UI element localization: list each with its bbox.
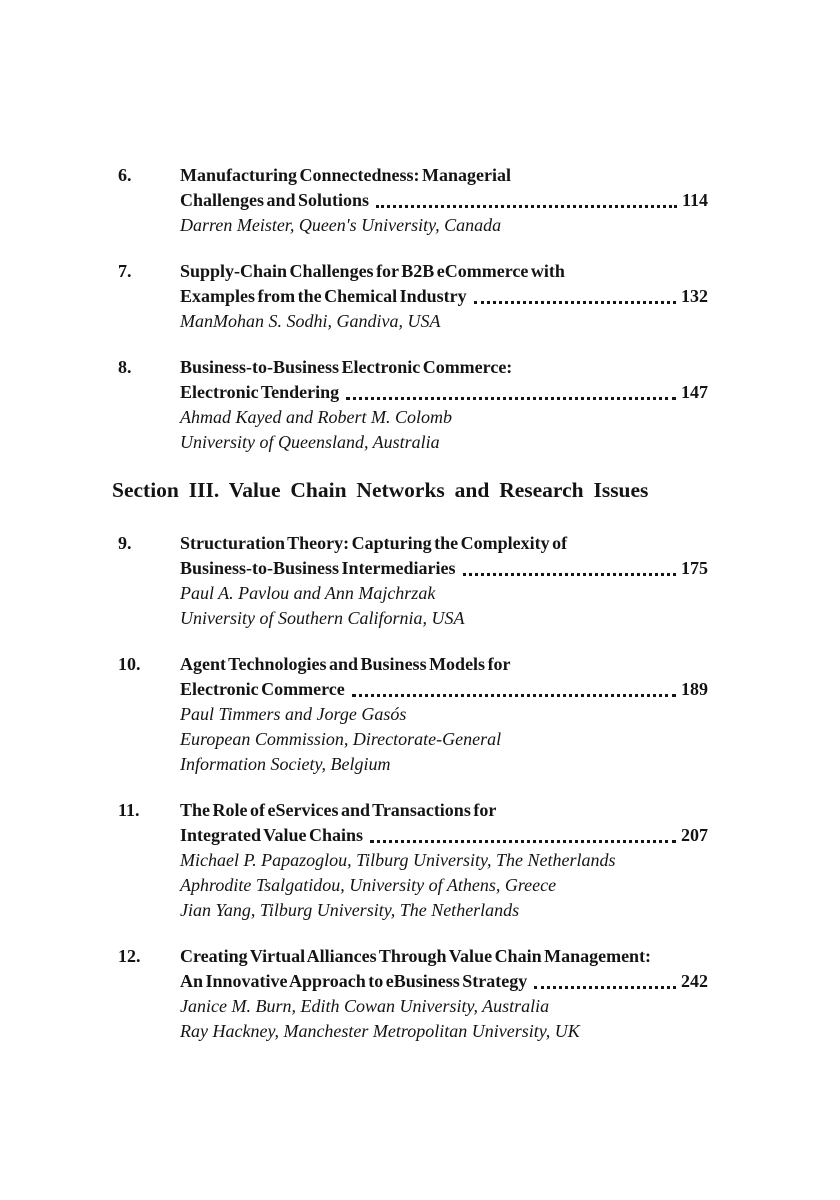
entry-body (180, 163, 708, 238)
entry-authors (180, 213, 708, 238)
page-number: 175 (681, 558, 708, 578)
entry-title-line (180, 652, 708, 677)
entry-title-line (180, 284, 708, 309)
toc-entries-bottom (118, 531, 708, 1044)
entry-number: 6. (118, 165, 132, 185)
toc-entry (118, 259, 708, 334)
entry-authors (180, 581, 708, 631)
entry-number: 7. (118, 261, 132, 281)
author-line: Michael P. Papazoglou, Tilburg University, The Netherlands (180, 850, 616, 870)
page-number: 132 (681, 286, 708, 306)
entry-title-line (180, 163, 708, 188)
author-line: Paul A. Pavlou and Ann Majchrzak (180, 583, 436, 603)
entry-authors (180, 309, 708, 334)
entry-title-text: The Role of eServices and Transactions for (180, 800, 497, 820)
section-heading: Section III. Value Chain Networks and Research Issues (112, 478, 649, 502)
author-line: Darren Meister, Queen's University, Canada (180, 215, 502, 235)
entry-title-line (180, 677, 708, 702)
dot-leader (463, 573, 676, 576)
toc-entry (118, 652, 708, 777)
author-line: Ray Hackney, Manchester Metropolitan University, UK (180, 1021, 580, 1041)
author-line: University of Queensland, Australia (180, 432, 440, 452)
entry-body (180, 531, 708, 631)
entry-title-line (180, 823, 708, 848)
entry-body (180, 798, 708, 923)
entry-body (180, 652, 708, 777)
author-line: ManMohan S. Sodhi, Gandiva, USA (180, 311, 441, 331)
entry-title-text: Manufacturing Connectedness: Managerial (180, 165, 511, 185)
entry-title (180, 259, 708, 309)
entry-title-text: An Innovative Approach to eBusiness Strategy (180, 971, 528, 991)
entry-title-text: Electronic Tendering (180, 382, 340, 402)
entry-title-text: Supply-Chain Challenges for B2B eCommerce with (180, 261, 565, 281)
entry-number: 9. (118, 533, 132, 553)
entry-authors (180, 848, 708, 923)
entry-title (180, 798, 708, 848)
dot-leader (352, 694, 676, 697)
author-line: Paul Timmers and Jorge Gasós (180, 704, 407, 724)
dot-leader (346, 397, 676, 400)
dot-leader (474, 301, 676, 304)
page-number: 114 (681, 190, 708, 210)
entry-title-text: Structuration Theory: Capturing the Complexity of (180, 533, 568, 553)
entry-authors (180, 994, 708, 1044)
entry-title (180, 944, 708, 994)
entry-title-line (180, 355, 708, 380)
page-number: 147 (681, 382, 708, 402)
entry-title-line (180, 798, 708, 823)
entry-title-line (180, 556, 708, 581)
entry-title-text: Business-to-Business Intermediaries (180, 558, 456, 578)
entry-title (180, 163, 708, 213)
entry-number: 8. (118, 357, 132, 377)
entry-body (180, 259, 708, 334)
entry-title-text: Integrated Value Chains (180, 825, 364, 845)
page-number: 189 (681, 679, 708, 699)
entry-title-line (180, 969, 708, 994)
toc-entry (118, 355, 708, 455)
entry-title-text: Creating Virtual Alliances Through Value Chain Management: (180, 946, 652, 966)
author-line: University of Southern California, USA (180, 608, 465, 628)
entry-title-text: Agent Technologies and Business Models for (180, 654, 511, 674)
entry-number: 10. (118, 654, 141, 674)
page-number: 207 (681, 825, 708, 845)
toc-entry (118, 163, 708, 238)
entry-body (180, 944, 708, 1044)
entry-number: 11. (118, 800, 140, 820)
toc-entry (118, 798, 708, 923)
author-line: Ahmad Kayed and Robert M. Colomb (180, 407, 452, 427)
table-of-contents (0, 163, 840, 1065)
entry-number: 12. (118, 946, 141, 966)
entry-title-text: Examples from the Chemical Industry (180, 286, 467, 306)
entry-authors (180, 702, 708, 777)
toc-entry (118, 944, 708, 1044)
author-line: Information Society, Belgium (180, 754, 391, 774)
entry-body (180, 355, 708, 455)
page-number: 242 (681, 971, 708, 991)
toc-entries-top (118, 163, 708, 455)
entry-title-line (180, 944, 708, 969)
entry-title (180, 652, 708, 702)
author-line: European Commission, Directorate-General (180, 729, 502, 749)
dot-leader (376, 205, 677, 208)
entry-title-line (180, 531, 708, 556)
entry-title-text: Business-to-Business Electronic Commerce: (180, 357, 513, 377)
dot-leader (370, 840, 676, 843)
dot-leader (534, 986, 676, 989)
entry-title (180, 355, 708, 405)
entry-title-text: Challenges and Solutions (180, 190, 370, 210)
entry-title (180, 531, 708, 581)
toc-entry (118, 531, 708, 631)
entry-title-line (180, 380, 708, 405)
author-line: Jian Yang, Tilburg University, The Netherlands (180, 900, 520, 920)
author-line: Janice M. Burn, Edith Cowan University, Australia (180, 996, 550, 1016)
entry-title-line (180, 188, 708, 213)
entry-title-text: Electronic Commerce (180, 679, 345, 699)
entry-title-line (180, 259, 708, 284)
author-line: Aphrodite Tsalgatidou, University of Athens, Greece (180, 875, 557, 895)
entry-authors (180, 405, 708, 455)
